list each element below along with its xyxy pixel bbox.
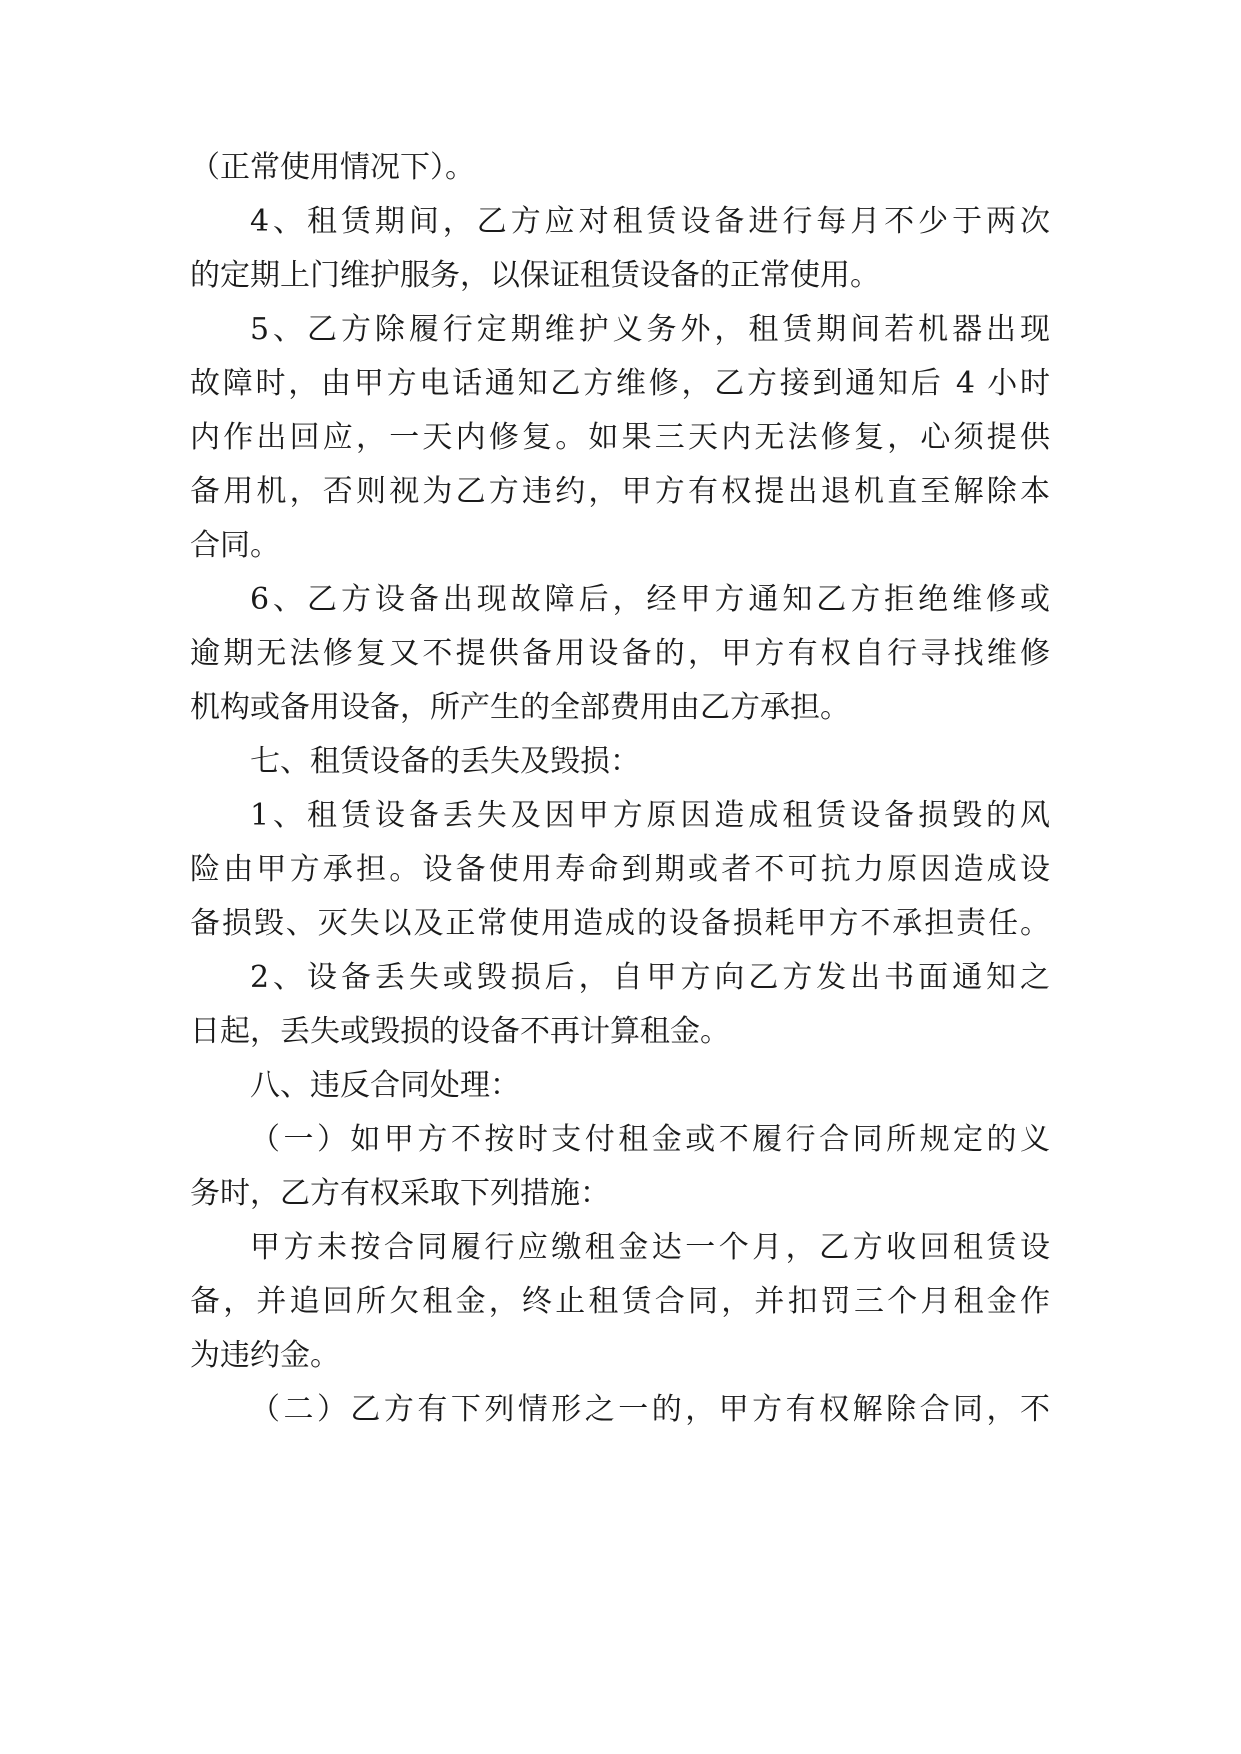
text-line: 务时，乙方有权采取下列措施：: [190, 1176, 610, 1211]
text-line: 6、乙方设备出现故障后，经甲方通知乙方拒绝维修或: [250, 582, 1050, 617]
text-line: 日起，丢失或毁损的设备不再计算租金。: [190, 1014, 730, 1049]
text-line: 1、租赁设备丢失及因甲方原因造成租赁设备损毁的风: [250, 798, 1050, 833]
text-line: （正常使用情况下）。: [190, 150, 475, 185]
text-line: 为违约金。: [190, 1338, 340, 1373]
text-line: 内作出回应，一天内修复。如果三天内无法修复，心须提供: [190, 420, 1050, 455]
text-line: 险由甲方承担。设备使用寿命到期或者不可抗力原因造成设: [190, 852, 1050, 887]
text-line: 备损毁、灭失以及正常使用造成的设备损耗甲方不承担责任。: [190, 906, 1050, 941]
text-line: 的定期上门维护服务，以保证租赁设备的正常使用。: [190, 258, 880, 293]
text-line: 5、乙方除履行定期维护义务外，租赁期间若机器出现: [250, 312, 1050, 347]
text-line: 备用机，否则视为乙方违约，甲方有权提出退机直至解除本: [190, 474, 1050, 509]
text-line: 甲方未按合同履行应缴租金达一个月，乙方收回租赁设: [250, 1230, 1050, 1265]
text-line: （一）如甲方不按时支付租金或不履行合同所规定的义: [250, 1122, 1050, 1157]
text-line: 故障时，由甲方电话通知乙方维修，乙方接到通知后 4 小时: [190, 366, 1050, 401]
text-line: 机构或备用设备，所产生的全部费用由乙方承担。: [190, 690, 850, 725]
section-heading: 八、违反合同处理：: [250, 1068, 520, 1103]
section-heading: 七、租赁设备的丢失及毁损：: [250, 744, 640, 779]
text-line: 逾期无法修复又不提供备用设备的，甲方有权自行寻找维修: [190, 636, 1050, 671]
text-line: （二）乙方有下列情形之一的，甲方有权解除合同，不: [250, 1392, 1050, 1427]
text-line: 合同。: [190, 528, 280, 563]
text-line: 4、租赁期间，乙方应对租赁设备进行每月不少于两次: [250, 204, 1050, 239]
text-line: 2、设备丢失或毁损后，自甲方向乙方发出书面通知之: [250, 960, 1050, 995]
text-line: 备，并追回所欠租金，终止租赁合同，并扣罚三个月租金作: [190, 1284, 1050, 1319]
